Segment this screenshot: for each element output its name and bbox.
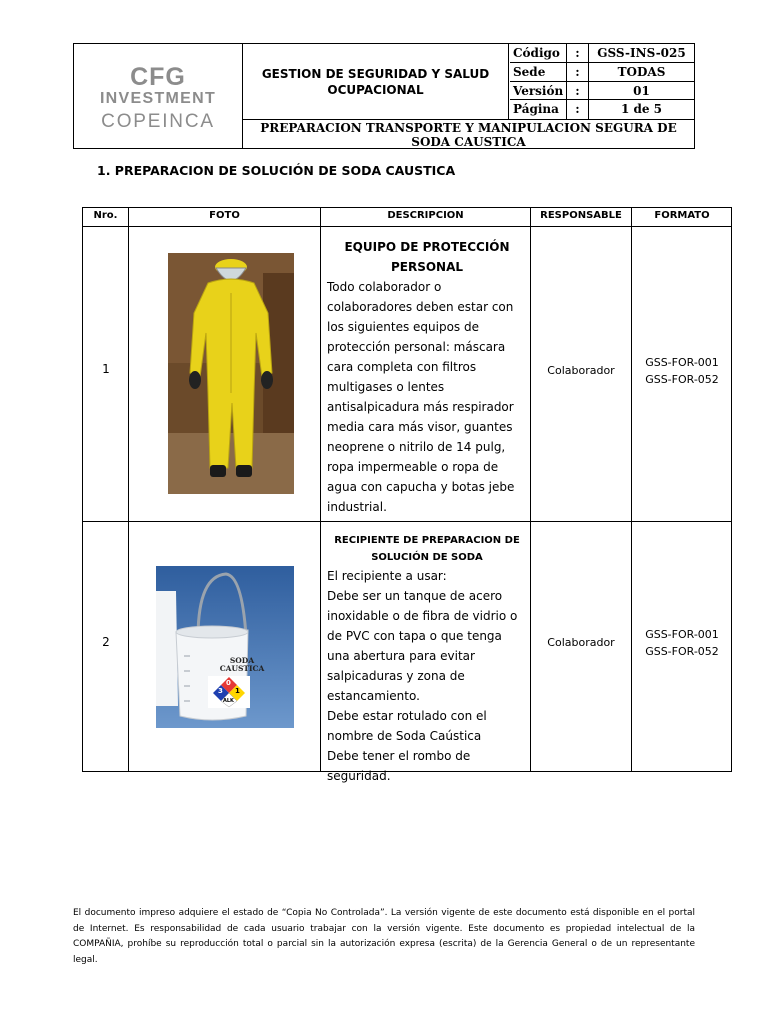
meta-row-version [510, 82, 694, 101]
description-line: El recipiente a usar: [327, 569, 447, 583]
row-divider [83, 226, 731, 227]
company-logo [74, 44, 243, 148]
column-divider [631, 208, 632, 771]
label-line-1: SODA [229, 656, 255, 665]
formato-code: GSS-FOR-001 [645, 628, 719, 641]
description-title: EQUIPO DE PROTECCIÓN PERSONAL [344, 240, 510, 274]
meta-sep: : [567, 63, 589, 81]
nfpa-special: ALK [223, 698, 234, 704]
description-title: RECIPIENTE DE PREPARACION DE SOLUCIÓN DE SODA [334, 535, 520, 563]
col-header-foto: FOTO [209, 210, 240, 221]
ppe-suit-photo [168, 253, 294, 494]
nfpa-label [208, 676, 250, 708]
col-header-responsable: RESPONSABLE [540, 210, 622, 221]
meta-row-pagina [510, 100, 694, 119]
meta-key: Página [510, 100, 567, 119]
meta-sep: : [567, 44, 589, 62]
label-line-2: CAUSTICA [219, 664, 265, 673]
formato-code: GSS-FOR-052 [645, 645, 719, 658]
formato-list [632, 354, 732, 388]
meta-key: Sede [510, 63, 567, 81]
logo-line-investment: INVESTMENT [99, 90, 217, 107]
meta-row-sede [510, 63, 694, 82]
document-header [73, 43, 695, 149]
nfpa-health: 3 [218, 687, 223, 695]
row-divider [83, 521, 731, 522]
col-header-nro: Nro. [93, 210, 118, 221]
col-header-formato: FORMATO [654, 210, 710, 221]
ppe-suit-illustration [168, 253, 294, 494]
meta-value: TODAS [617, 64, 666, 79]
nfpa-flammability: 0 [226, 679, 231, 687]
row-number: 1 [102, 362, 110, 376]
meta-sep: : [567, 100, 589, 119]
row-number: 2 [102, 635, 110, 649]
logo-line-cfg: CFG [130, 63, 186, 91]
meta-key: Código [510, 44, 567, 62]
col-header-descripcion: DESCRIPCION [387, 210, 464, 221]
meta-key: Versión [510, 82, 567, 100]
column-divider [128, 208, 129, 771]
description-line: Debe ser un tanque de acero inoxidable o de fibra de vidrio o de PVC con tapa o que tenga una abertura para evitar salpicaduras y zona de estancamiento. [327, 589, 518, 703]
formato-list [632, 626, 732, 660]
description-line: Debe tener el rombo de seguridad. [327, 749, 471, 783]
meta-value: 1 de 5 [620, 102, 663, 117]
meta-sep: : [567, 82, 589, 100]
container-label-text [212, 657, 272, 673]
row-description [327, 532, 527, 786]
row-description [327, 237, 527, 517]
meta-value: 01 [633, 83, 650, 98]
meta-row-codigo [510, 44, 694, 63]
logo-line-copeinca: COPEINCA [101, 111, 215, 132]
document-meta [510, 44, 694, 119]
section-title: 1. PREPARACION DE SOLUCIÓN DE SODA CAUSTICA [97, 163, 456, 178]
description-line: Debe estar rotulado con el nombre de Soda Caústica [327, 709, 487, 743]
nfpa-reactivity: 1 [235, 687, 240, 695]
formato-code: GSS-FOR-001 [645, 356, 719, 369]
document-subtitle: PREPARACION TRANSPORTE Y MANIPULACION SEGURA DE SODA CAUSTICA [243, 119, 694, 148]
document-title: GESTION DE SEGURIDAD Y SALUD OCUPACIONAL [243, 44, 509, 119]
responsable: Colaborador [547, 364, 615, 377]
responsable: Colaborador [547, 636, 615, 649]
soda-container-photo [156, 566, 294, 728]
formato-code: GSS-FOR-052 [645, 373, 719, 386]
meta-value: GSS-INS-025 [597, 46, 686, 60]
description-body: Todo colaborador o colaboradores deben estar con los siguientes equipos de protección personal: máscara cara completa con filtros multigases o lentes antisalpicadura más respirador media cara más visor, guantes neoprene o nitrilo de 14 pulg, ropa impermeable o ropa de agua con capucha y botas jebe industrial. [327, 280, 515, 514]
document-footer-disclaimer: El documento impreso adquiere el estado de “Copia No Controlada”. La versión vigente de este documento está disponible en el portal de Internet. Es responsabilidad de cada usuario trabajar con la versión vigente. Este documento es propiedad intelectual de la COMPAÑIA, prohíbe su reproducción total o parcial sin la autorización expresa (escrita) de la Gerencia General o de un representante legal. [73, 908, 695, 965]
column-divider [530, 208, 531, 771]
procedure-table [82, 207, 732, 783]
column-divider [320, 208, 321, 771]
